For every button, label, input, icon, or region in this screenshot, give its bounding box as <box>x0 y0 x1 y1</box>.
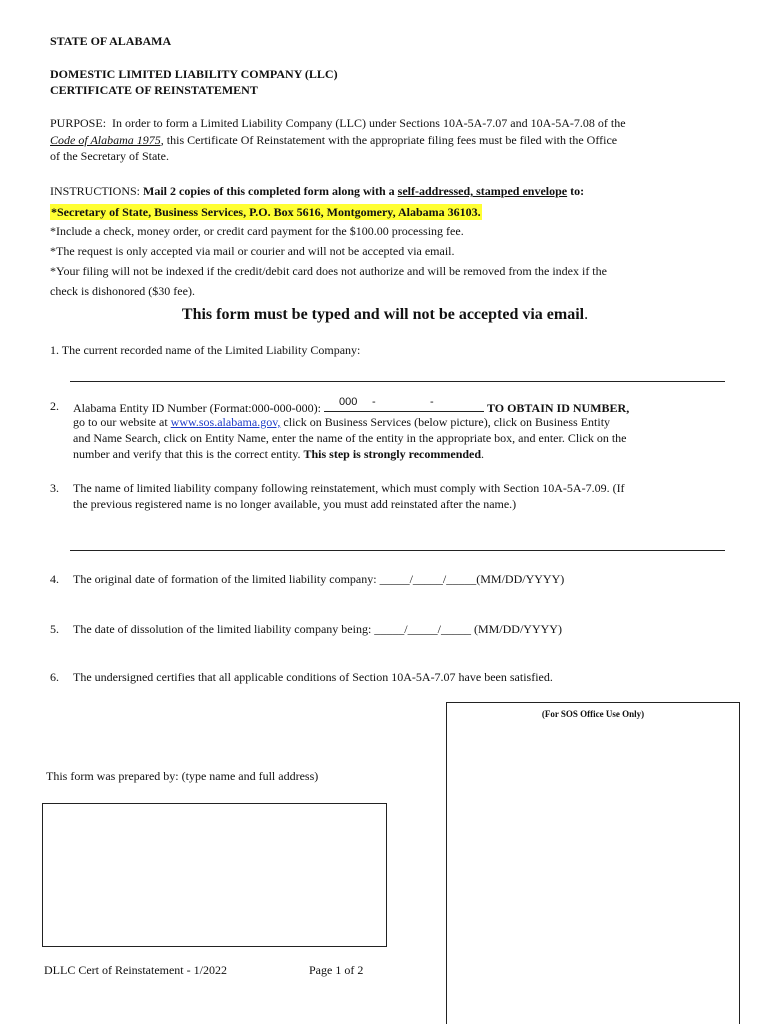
form-title-line1: DOMESTIC LIMITED LIABILITY COMPANY (LLC) <box>50 67 338 81</box>
mail-instruction: Mail 2 copies of this completed form along with a <box>143 184 398 198</box>
recommended-period: . <box>481 447 485 461</box>
item-6-number: 6. <box>50 670 59 684</box>
sos-website-link[interactable]: www.sos.alabama.gov, <box>170 415 281 429</box>
item-2-line-2 <box>73 414 610 430</box>
item-5-number: 5. <box>50 622 59 636</box>
recommended-text: This step is strongly recommended <box>303 447 482 461</box>
prepared-by-box[interactable] <box>42 803 387 947</box>
prepared-by-label: This form was prepared by: (type name and full address) <box>46 769 319 783</box>
website-intro: go to our website at <box>73 415 171 429</box>
item-3-name-line[interactable] <box>70 550 725 551</box>
entity-id-dash-2: - <box>429 396 434 408</box>
purpose-text-1: In order to form a Limited Liability Company (LLC) under Sections 10A-5A-7.07 and 10A-5A-7.08 of the <box>112 116 626 130</box>
instructions-label: INSTRUCTIONS: <box>50 184 144 198</box>
instruction-bullet-3b: check is dishonored ($30 fee). <box>50 284 195 298</box>
purpose-paragraph <box>50 115 730 165</box>
entity-id-field[interactable] <box>324 398 484 412</box>
item-2-line-3: and Name Search, click on Entity Name, enter the name of the entity in the appropriate box, and enter. Click on the <box>73 431 627 445</box>
item-3-number: 3. <box>50 481 59 495</box>
verify-text: number and verify that this is the correct entity. <box>73 447 304 461</box>
entity-id-dash-1: - <box>371 396 376 408</box>
obtain-id-label: TO OBTAIN ID NUMBER, <box>486 401 630 415</box>
envelope-instruction: self-addressed, stamped envelope <box>397 184 568 198</box>
purpose-text-3: of the Secretary of State. <box>50 149 169 163</box>
item-1-label: 1. The current recorded name of the Limited Liability Company: <box>50 343 361 357</box>
form-identifier: DLLC Cert of Reinstatement - 1/2022 <box>44 963 227 977</box>
dissolution-date-field[interactable]: The date of dissolution of the limited liability company being: _____/_____/_____ (MM/DD/YYYY) <box>73 622 562 636</box>
instruction-bullet-1: *Include a check, money order, or credit card payment for the $100.00 processing fee. <box>50 224 464 238</box>
page-number: Page 1 of 2 <box>309 963 364 977</box>
state-heading: STATE OF ALABAMA <box>50 34 172 48</box>
entity-id-label: Alabama Entity ID Number (Format:000-000-000): <box>73 401 324 415</box>
notice-text: This form must be typed and will not be accepted via email <box>181 306 585 323</box>
notice-period: . <box>584 306 589 323</box>
instruction-bullet-2: *The request is only accepted via mail or courier and will not be accepted via email. <box>50 244 455 258</box>
item-3-line-1: The name of limited liability company following reinstatement, which must comply with Section 10A-5A-7.09. (If <box>73 481 625 495</box>
instructions-line <box>50 183 584 199</box>
mailing-address: *Secretary of State, Business Services, P.O. Box 5616, Montgomery, Alabama 36103. <box>51 205 481 219</box>
purpose-text-2: this Certificate Of Reinstatement with the appropriate filing fees must be filed with the Office <box>163 132 618 147</box>
instruction-bullet-3a: *Your filing will not be indexed if the credit/debit card does not authorize and will be removed from the index if the <box>50 264 607 278</box>
item-6-certification: The undersigned certifies that all applicable conditions of Section 10A-5A-7.07 have been satisfied. <box>73 670 553 684</box>
formation-date-field[interactable]: The original date of formation of the limited liability company: _____/_____/_____(MM/DD/YYYY) <box>73 572 565 586</box>
business-services-text: click on Business Services (below picture), click on Business Entity <box>280 415 611 429</box>
item-3-line-2: the previous registered name is no longer available, you must add reinstated after the name.) <box>73 497 517 511</box>
office-use-box <box>446 702 740 1024</box>
to-label: to: <box>567 184 585 198</box>
purpose-label: PURPOSE: <box>50 116 107 130</box>
item-1-name-line[interactable] <box>70 381 725 382</box>
entity-id-value: 000 <box>338 396 358 408</box>
typed-form-notice <box>0 305 770 325</box>
form-title-line2: CERTIFICATE OF REINSTATEMENT <box>50 83 258 97</box>
item-2-number: 2. <box>50 399 59 413</box>
item-2-line-4 <box>73 446 484 462</box>
item-4-number: 4. <box>50 572 59 586</box>
office-use-label: (For SOS Office Use Only) <box>541 709 645 719</box>
code-reference: Code of Alabama 1975, <box>50 132 164 147</box>
